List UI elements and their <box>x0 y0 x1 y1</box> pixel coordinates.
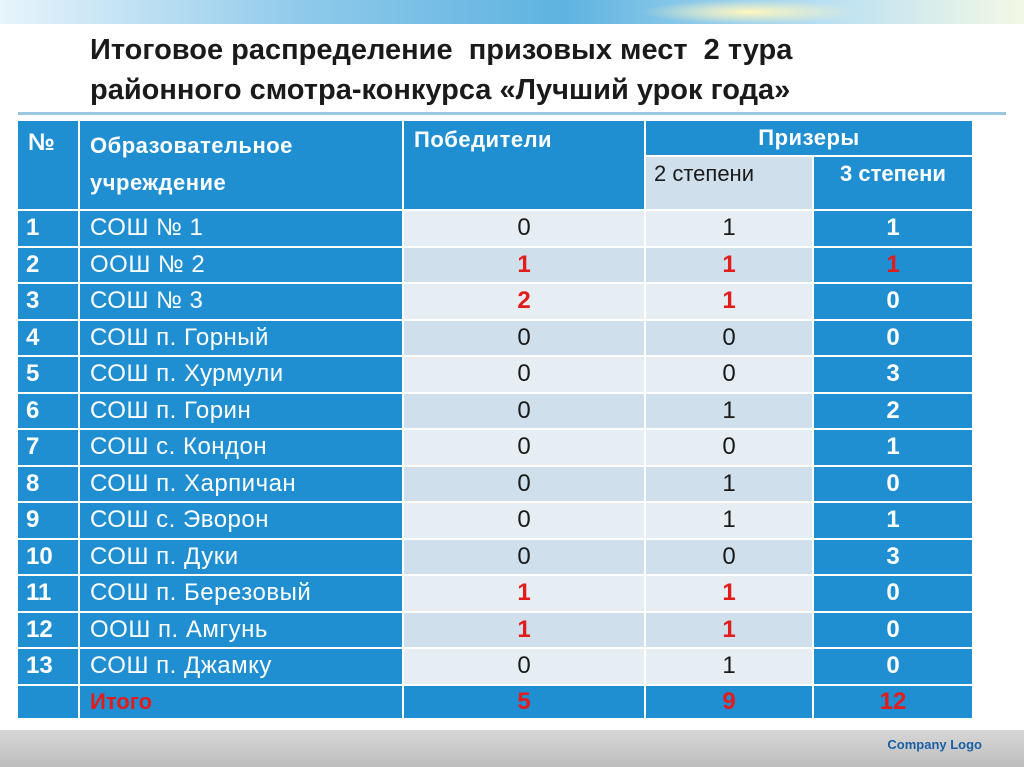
row-prize-3rd: 0 <box>814 613 972 648</box>
table-row <box>18 357 972 392</box>
row-organization: СОШ № 3 <box>80 284 402 319</box>
table-row <box>18 284 972 319</box>
row-winners: 0 <box>404 467 644 502</box>
table-row <box>18 503 972 538</box>
row-prize-2nd: 1 <box>646 649 812 684</box>
row-prize-3rd: 0 <box>814 467 972 502</box>
header-winners: Победители <box>404 121 644 209</box>
row-prize-3rd: 2 <box>814 394 972 429</box>
row-prize-2nd: 1 <box>646 503 812 538</box>
row-prize-3rd: 0 <box>814 321 972 356</box>
table-row <box>18 321 972 356</box>
row-organization: СОШ с. Эворон <box>80 503 402 538</box>
row-prize-2nd: 1 <box>646 576 812 611</box>
row-winners: 1 <box>404 613 644 648</box>
table-row <box>18 248 972 283</box>
row-prize-3rd: 1 <box>814 211 972 246</box>
row-organization: СОШ п. Горин <box>80 394 402 429</box>
title-rule <box>18 112 1006 115</box>
row-organization: СОШ № 1 <box>80 211 402 246</box>
row-number: 1 <box>18 211 78 246</box>
row-organization: СОШ с. Кондон <box>80 430 402 465</box>
row-winners: 1 <box>404 248 644 283</box>
row-prize-2nd: 1 <box>646 284 812 319</box>
header-org: Образовательное учреждение <box>80 121 402 209</box>
band-glow <box>640 0 860 24</box>
row-prize-3rd: 0 <box>814 576 972 611</box>
total-winners: 5 <box>404 686 644 718</box>
total-prize-3rd: 12 <box>814 686 972 718</box>
row-winners: 0 <box>404 649 644 684</box>
row-prize-2nd: 0 <box>646 540 812 575</box>
row-prize-2nd: 1 <box>646 248 812 283</box>
row-prize-2nd: 1 <box>646 211 812 246</box>
header-prize-2nd: 2 степени <box>646 157 812 209</box>
table-row <box>18 211 972 246</box>
row-organization: СОШ п. Березовый <box>80 576 402 611</box>
row-organization: СОШ п. Дуки <box>80 540 402 575</box>
row-prize-2nd: 1 <box>646 613 812 648</box>
row-winners: 0 <box>404 394 644 429</box>
company-logo: Company Logo <box>887 737 982 752</box>
row-number: 13 <box>18 649 78 684</box>
table-row <box>18 649 972 684</box>
row-prize-2nd: 1 <box>646 467 812 502</box>
row-prize-2nd: 0 <box>646 321 812 356</box>
row-organization: СОШ п. Горный <box>80 321 402 356</box>
slide-title <box>90 30 970 110</box>
row-winners: 1 <box>404 576 644 611</box>
row-number: 10 <box>18 540 78 575</box>
total-row <box>18 686 972 718</box>
row-number: 11 <box>18 576 78 611</box>
row-prize-2nd: 0 <box>646 357 812 392</box>
row-organization: ООШ № 2 <box>80 248 402 283</box>
row-number: 5 <box>18 357 78 392</box>
table-row <box>18 613 972 648</box>
row-organization: СОШ п. Хурмули <box>80 357 402 392</box>
title-line-1: Итоговое распределение призовых мест 2 тура <box>90 34 793 66</box>
row-number: 2 <box>18 248 78 283</box>
row-winners: 2 <box>404 284 644 319</box>
total-num-empty <box>18 686 78 718</box>
row-prize-2nd: 1 <box>646 394 812 429</box>
prize-distribution-table <box>16 119 974 720</box>
top-decorative-band <box>0 0 1024 24</box>
row-prize-3rd: 0 <box>814 649 972 684</box>
row-winners: 0 <box>404 357 644 392</box>
row-number: 12 <box>18 613 78 648</box>
row-number: 4 <box>18 321 78 356</box>
header-prize-3rd: 3 степени <box>814 157 972 209</box>
row-organization: СОШ п. Джамку <box>80 649 402 684</box>
row-number: 3 <box>18 284 78 319</box>
table-row <box>18 576 972 611</box>
row-number: 7 <box>18 430 78 465</box>
header-prizes: Призеры <box>646 121 972 155</box>
row-number: 6 <box>18 394 78 429</box>
table-row <box>18 540 972 575</box>
row-winners: 0 <box>404 430 644 465</box>
table-row <box>18 467 972 502</box>
row-prize-3rd: 1 <box>814 503 972 538</box>
row-organization: СОШ п. Харпичан <box>80 467 402 502</box>
header-num: № <box>18 121 78 209</box>
table-row <box>18 430 972 465</box>
row-prize-3rd: 1 <box>814 430 972 465</box>
row-prize-3rd: 3 <box>814 357 972 392</box>
row-winners: 0 <box>404 211 644 246</box>
row-winners: 0 <box>404 321 644 356</box>
row-number: 9 <box>18 503 78 538</box>
title-line-2: районного смотра-конкурса «Лучший урок года» <box>90 74 791 106</box>
row-prize-3rd: 1 <box>814 248 972 283</box>
row-number: 8 <box>18 467 78 502</box>
row-prize-3rd: 0 <box>814 284 972 319</box>
header-row-1 <box>18 121 972 155</box>
row-winners: 0 <box>404 503 644 538</box>
row-organization: ООШ п. Амгунь <box>80 613 402 648</box>
row-prize-3rd: 3 <box>814 540 972 575</box>
row-prize-2nd: 0 <box>646 430 812 465</box>
row-winners: 0 <box>404 540 644 575</box>
total-prize-2nd: 9 <box>646 686 812 718</box>
footer-bar <box>0 730 1024 767</box>
table-row <box>18 394 972 429</box>
total-label: Итого <box>80 686 402 718</box>
